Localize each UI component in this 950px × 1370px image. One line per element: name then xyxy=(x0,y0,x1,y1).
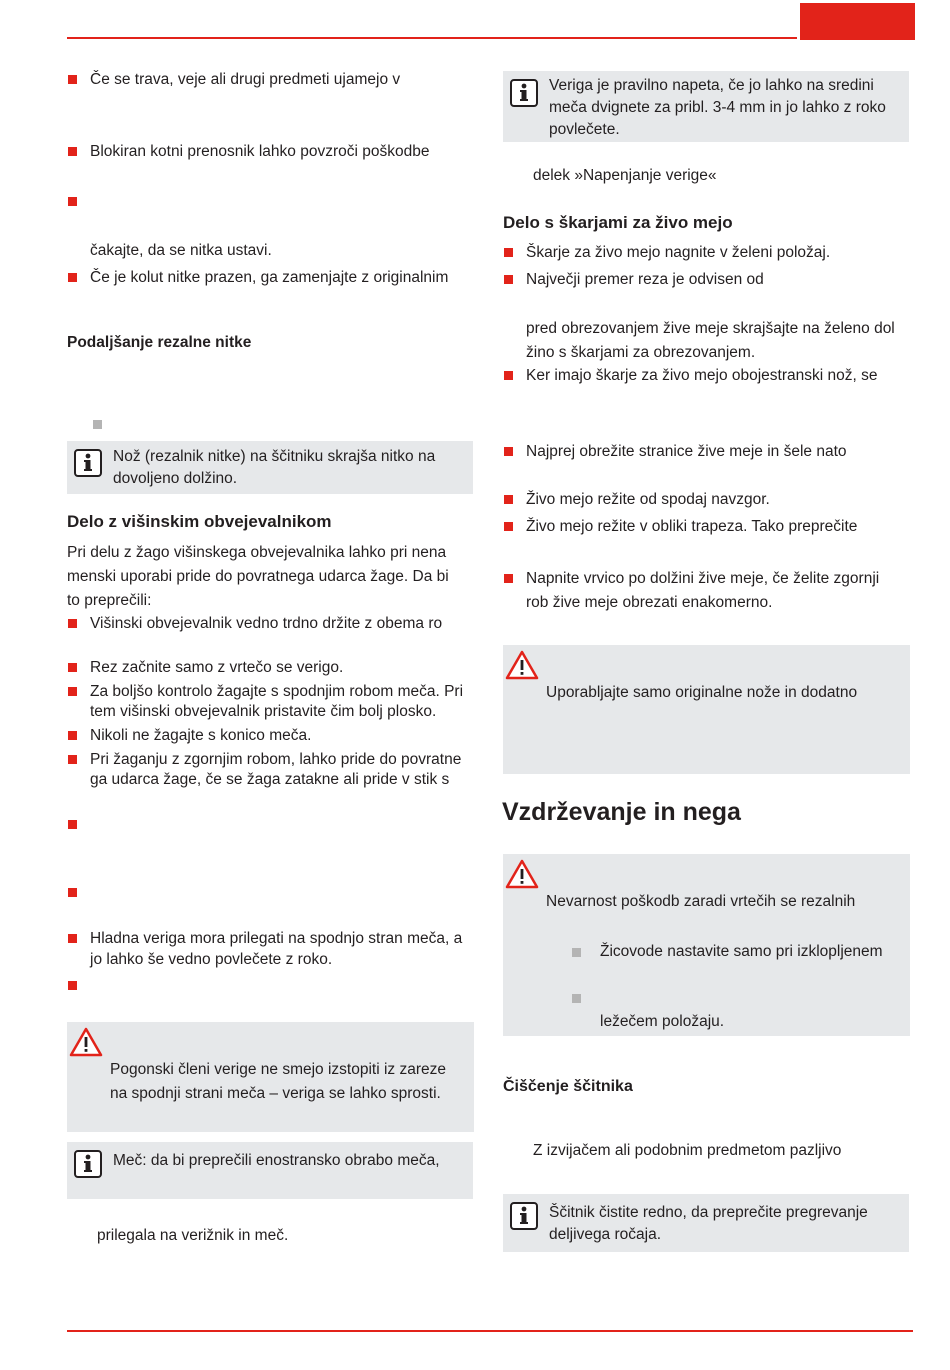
paragraph-line: prilegala na verižnik in meč. xyxy=(97,1227,289,1244)
bullet-icon xyxy=(68,147,77,156)
bullet-icon xyxy=(68,75,77,84)
bullet-text: Živo mejo režite od spodaj navzgor. xyxy=(526,491,770,508)
bullet-icon xyxy=(68,197,77,206)
bullet-icon xyxy=(68,663,77,672)
bullet-icon xyxy=(68,755,77,764)
bullet-text: jo lahko še vedno povlečete z roko. xyxy=(90,951,333,968)
info-icon xyxy=(74,449,102,477)
bullet-text: Za boljšo kontrolo žagajte s spodnjim robom meča. Pri xyxy=(90,683,464,700)
bullet-text: Hladna veriga mora prilegati na spodnjo stran meča, a xyxy=(90,930,463,947)
bullet-icon xyxy=(68,934,77,943)
bullet-text: rob žive meje obrezati enakomerno. xyxy=(526,594,773,611)
bullet-text: Živo mejo režite v obliki trapeza. Tako preprečite xyxy=(526,518,858,535)
section-title: Vzdrževanje in nega xyxy=(502,798,741,826)
warning-text: Pogonski členi verige ne smejo izstopiti iz zareze xyxy=(110,1061,446,1078)
info-box xyxy=(67,441,473,494)
section-heading: Delo s škarjami za živo mejo xyxy=(503,213,733,232)
section-heading: Delo z višinskim obvejevalnikom xyxy=(67,512,332,531)
bullet-text: Škarje za živo mejo nagnite v želeni položaj. xyxy=(526,244,831,261)
bullet-icon xyxy=(68,273,77,282)
bullet-icon xyxy=(504,447,513,456)
info-icon xyxy=(510,1202,538,1230)
warning-box xyxy=(67,1022,474,1132)
info-text: povlečete. xyxy=(549,121,620,138)
sub-bullet-icon xyxy=(93,420,102,429)
info-text: Veriga je pravilno napeta, če jo lahko na sredini xyxy=(549,77,874,94)
warning-icon xyxy=(69,1027,103,1057)
footer-rule xyxy=(67,1330,913,1332)
paragraph-line: Z izvijačem ali podobnim predmetom pazljivo xyxy=(533,1142,842,1159)
info-text: Meč: da bi preprečili enostransko obrabo meča, xyxy=(113,1152,440,1169)
info-icon xyxy=(74,1150,102,1178)
bullet-icon xyxy=(68,981,77,990)
bullet-icon xyxy=(68,619,77,628)
paragraph-line: to preprečili: xyxy=(67,592,152,609)
header-tab xyxy=(800,3,915,40)
section-heading: Podaljšanje rezalne nitke xyxy=(67,334,252,351)
bullet-text: Če je kolut nitke prazen, ga zamenjajte z originalnim xyxy=(90,269,449,286)
paragraph-line: delek »Napenjanje verige« xyxy=(533,167,717,184)
bullet-icon xyxy=(504,574,513,583)
warning-icon xyxy=(505,859,539,889)
info-text: dovoljeno dolžino. xyxy=(113,470,238,487)
bullet-icon xyxy=(504,371,513,380)
bullet-icon xyxy=(68,820,77,829)
bullet-text: Največji premer reza je odvisen od xyxy=(526,271,764,288)
sub-bullet-icon xyxy=(572,994,581,1003)
bullet-text: žino s škarjami za obrezovanjem. xyxy=(526,344,756,361)
bullet-icon xyxy=(68,687,77,696)
warning-text: na spodnji strani meča – veriga se lahko sprosti. xyxy=(110,1085,441,1102)
info-text: Ščitnik čistite redno, da preprečite pregrevanje xyxy=(549,1204,868,1221)
paragraph-line: menski uporabi pride do povratnega udarca žage. Da bi xyxy=(67,568,449,585)
bullet-text: Ker imajo škarje za živo mejo obojestranski nož, se xyxy=(526,367,878,384)
bullet-icon xyxy=(504,275,513,284)
info-icon xyxy=(510,79,538,107)
info-text: deljivega ročaja. xyxy=(549,1226,662,1243)
bullet-text: čakajte, da se nitka ustavi. xyxy=(90,242,272,259)
info-box xyxy=(503,71,909,142)
warning-text: Uporabljajte samo originalne nože in dodatno xyxy=(546,684,858,701)
info-box xyxy=(503,1194,909,1252)
section-heading: Čiščenje ščitnika xyxy=(503,1078,633,1095)
info-text: Nož (rezalnik nitke) na ščitniku skrajša nitko na xyxy=(113,448,436,465)
warning-box xyxy=(503,854,910,1036)
bullet-icon xyxy=(68,888,77,897)
bullet-icon xyxy=(504,522,513,531)
bullet-text: Najprej obrežite stranice žive meje in šele nato xyxy=(526,443,847,460)
bullet-text: tem višinski obvejevalnik pristavite čim bolj plosko. xyxy=(90,703,437,720)
header-rule xyxy=(67,37,797,39)
warning-text: Nevarnost poškodb zaradi vrtečih se rezalnih xyxy=(546,893,856,910)
bullet-icon xyxy=(504,248,513,257)
bullet-text: Če se trava, veje ali drugi predmeti ujamejo v xyxy=(90,71,401,88)
info-box xyxy=(67,1142,473,1199)
bullet-icon xyxy=(504,495,513,504)
paragraph-line: Pri delu z žago višinskega obvejevalnika lahko pri nena xyxy=(67,544,447,561)
sub-bullet-icon xyxy=(572,948,581,957)
info-text: meča dvignete za pribl. 3-4 mm in jo lahko z roko xyxy=(549,99,886,116)
bullet-text: Rez začnite samo z vrtečo se verigo. xyxy=(90,659,344,676)
bullet-text: Nikoli ne žagajte s konico meča. xyxy=(90,727,312,744)
bullet-icon xyxy=(68,731,77,740)
bullet-text: Pri žaganju z zgornjim robom, lahko pride do povratne xyxy=(90,751,462,768)
bullet-text: pred obrezovanjem žive meje skrajšajte na želeno dol xyxy=(526,320,895,337)
warning-text: ležečem položaju. xyxy=(600,1013,725,1030)
bullet-text: ga udarca žage, če se žaga zatakne ali pride v stik s xyxy=(90,771,450,788)
bullet-text: Višinski obvejevalnik vedno trdno držite z obema ro xyxy=(90,615,443,632)
warning-box xyxy=(503,645,910,774)
warning-icon xyxy=(505,650,539,680)
warning-text: Žicovode nastavite samo pri izklopljenem xyxy=(600,943,883,960)
bullet-text: Blokiran kotni prenosnik lahko povzroči poškodbe xyxy=(90,143,430,160)
bullet-text: Napnite vrvico po dolžini žive meje, če želite zgornji xyxy=(526,570,880,587)
